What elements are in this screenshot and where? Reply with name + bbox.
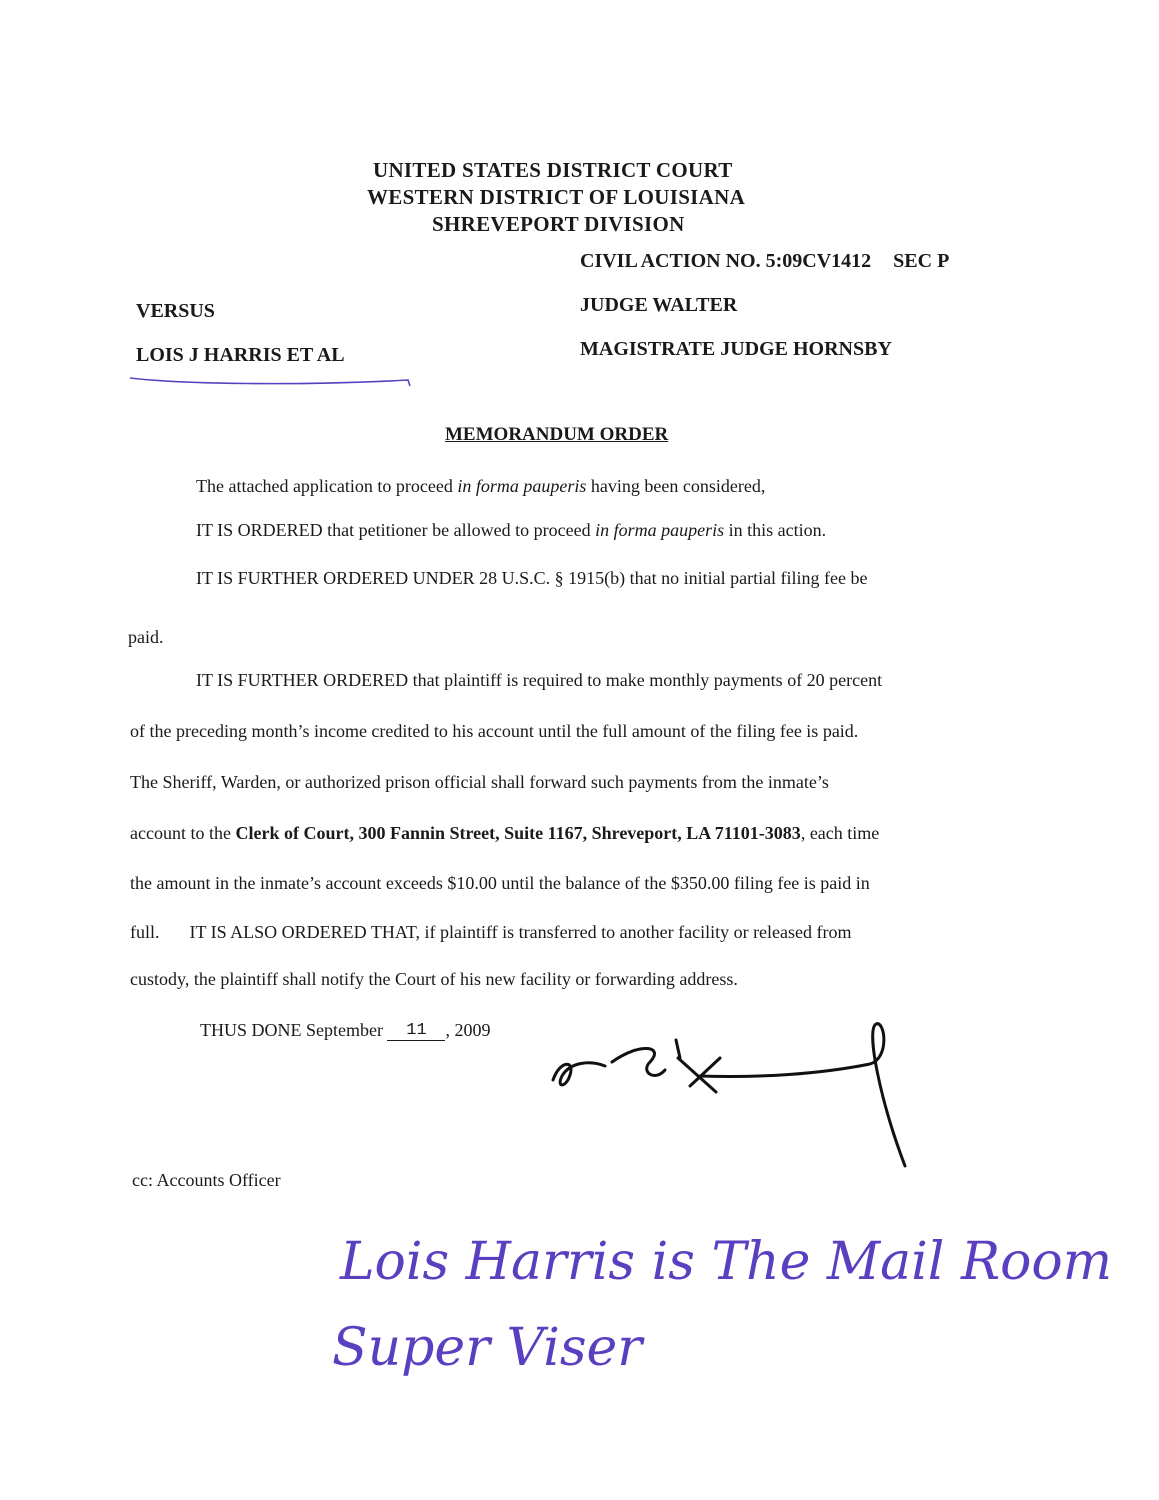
paragraph-4-line-2: of the preceding month’s income credited to his account until the full amount of the filing fee is paid. [130,721,859,741]
paragraph-1: The attached application to proceed in forma pauperis having been considered, [196,476,766,496]
defendant-name: LOIS J HARRIS ET AL [136,344,345,366]
paragraph-4-line-7: custody, the plaintiff shall notify the Court of his new facility or forwarding address. [130,969,738,989]
clerk-address: Clerk of Court, 300 Fannin Street, Suite 1167, Shreveport, LA 71101-3083 [235,823,801,843]
paragraph-4-line-1: IT IS FURTHER ORDERED that plaintiff is required to make monthly payments of 20 percent [196,670,883,690]
defendant-underline-mark [130,378,410,386]
paragraph-4-line-6: full. IT IS ALSO ORDERED THAT, if plaintiff is transferred to another facility or released from [130,922,852,942]
handwritten-note-line-2: Super Viser [332,1318,643,1378]
cc-line: cc: Accounts Officer [132,1170,281,1190]
paragraph-4-line-4: account to the Clerk of Court, 300 Fannin Street, Suite 1167, Shreveport, LA 71101-3083, each time [130,823,880,843]
done-day: 11 [406,1021,427,1040]
handwritten-note-line-1: Lois Harris is The Mail Room [340,1232,1113,1292]
paragraph-4-line-3: The Sheriff, Warden, or authorized prison official shall forward such payments from the inmate’s [130,772,829,792]
judge-signature [553,1024,905,1166]
judge-name: JUDGE WALTER [580,294,738,316]
order-title: MEMORANDUM ORDER [445,424,669,445]
court-district: WESTERN DISTRICT OF LOUISIANA [367,185,746,209]
paragraph-3-line-1: IT IS FURTHER ORDERED UNDER 28 U.S.C. § 1915(b) that no initial partial filing fee be [196,568,868,588]
section-text: SEC P [893,250,950,272]
paragraph-2: IT IS ORDERED that petitioner be allowed to proceed in forma pauperis in this action. [196,520,827,540]
versus-label: VERSUS [136,300,215,322]
civil-action-text: CIVIL ACTION NO. 5:09CV1412 [580,250,872,272]
court-division: SHREVEPORT DIVISION [432,212,685,236]
paragraph-4-line-5: the amount in the inmate’s account exceeds $10.00 until the balance of the $350.00 filing fee is paid in [130,873,870,893]
magistrate-judge-name: MAGISTRATE JUDGE HORNSBY [580,338,892,360]
court-name: UNITED STATES DISTRICT COURT [373,158,733,182]
thus-done-line: THUS DONE September 11 , 2009 [200,1020,491,1040]
paragraph-3-line-2: paid. [128,627,164,647]
